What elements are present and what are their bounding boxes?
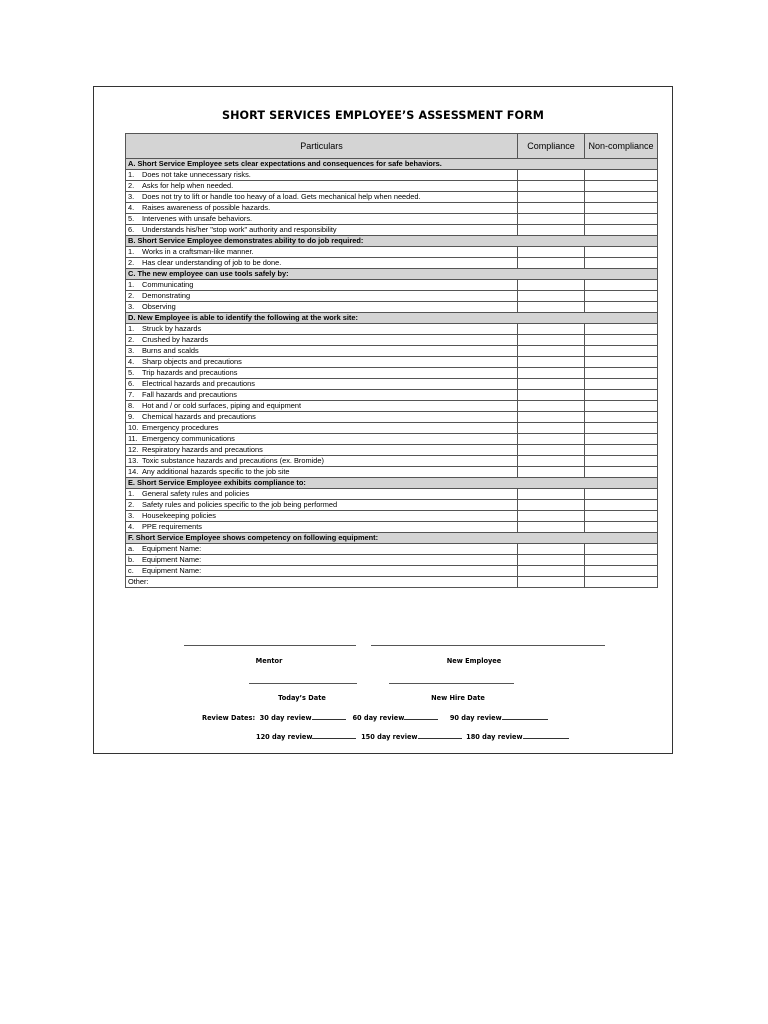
noncompliance-cell[interactable] [585, 280, 658, 291]
table-row [126, 214, 658, 225]
compliance-cell[interactable] [518, 302, 585, 313]
item-particular [126, 335, 518, 346]
item-particular [126, 522, 518, 533]
table-row [126, 324, 658, 335]
noncompliance-cell[interactable] [585, 379, 658, 390]
item-number: 1. [128, 324, 135, 333]
item-text: Observing [142, 302, 176, 311]
item-number: 14. [128, 467, 139, 476]
noncompliance-cell[interactable] [585, 203, 658, 214]
item-text: Burns and scalds [142, 346, 199, 355]
noncompliance-cell[interactable] [585, 522, 658, 533]
item-text: Chemical hazards and precautions [142, 412, 256, 421]
review-30-field[interactable] [312, 713, 346, 720]
noncompliance-cell[interactable] [585, 401, 658, 412]
item-particular [126, 566, 518, 577]
item-number: 3. [128, 511, 135, 520]
item-text: Toxic substance hazards and precautions (ex. Bromide) [142, 456, 324, 465]
item-number: 6. [128, 225, 135, 234]
form-title: SHORT SERVICES EMPLOYEE’S ASSESSMENT FORM [221, 109, 545, 122]
noncompliance-cell[interactable] [585, 225, 658, 236]
table-row [126, 258, 658, 269]
table-row [126, 357, 658, 368]
item-text: Equipment Name: [142, 555, 202, 564]
other-noncompliance-cell[interactable] [585, 577, 658, 588]
item-number: 1. [128, 170, 135, 179]
compliance-cell[interactable] [518, 566, 585, 577]
table-row [126, 379, 658, 390]
table-row [126, 181, 658, 192]
compliance-cell[interactable] [518, 335, 585, 346]
item-number: 5. [128, 368, 135, 377]
table-row [126, 225, 658, 236]
review-dates-row-2 [256, 732, 569, 741]
new-hire-date-label: New Hire Date [431, 694, 485, 702]
item-particular [126, 500, 518, 511]
review-180-label: 180 day review [466, 733, 523, 741]
review-150-label: 150 day review [361, 733, 418, 741]
table-row [126, 390, 658, 401]
item-particular [126, 555, 518, 566]
noncompliance-cell[interactable] [585, 467, 658, 478]
item-particular [126, 423, 518, 434]
item-particular [126, 511, 518, 522]
compliance-cell[interactable] [518, 445, 585, 456]
item-particular [126, 225, 518, 236]
item-number: 9. [128, 412, 135, 421]
section-row [126, 478, 658, 489]
table-row [126, 192, 658, 203]
noncompliance-cell[interactable] [585, 346, 658, 357]
item-number: 7. [128, 390, 135, 399]
item-number: 2. [128, 500, 135, 509]
compliance-cell[interactable] [518, 379, 585, 390]
review-120-field[interactable] [312, 732, 356, 739]
compliance-cell[interactable] [518, 192, 585, 203]
header-noncompliance [585, 134, 658, 159]
item-particular [126, 214, 518, 225]
table-row [126, 368, 658, 379]
section-row [126, 269, 658, 280]
noncompliance-cell[interactable] [585, 566, 658, 577]
section-row [126, 533, 658, 544]
item-text: Struck by hazards [142, 324, 202, 333]
item-number: c. [128, 566, 134, 575]
compliance-cell[interactable] [518, 291, 585, 302]
noncompliance-cell[interactable] [585, 511, 658, 522]
new-hire-date-line[interactable] [389, 683, 514, 684]
item-text: Raises awareness of possible hazards. [142, 203, 271, 212]
noncompliance-cell[interactable] [585, 357, 658, 368]
item-particular [126, 401, 518, 412]
section-row [126, 313, 658, 324]
table-row [126, 280, 658, 291]
item-number: 13. [128, 456, 139, 465]
section-heading: B. Short Service Employee demonstrates ability to do job required: [126, 236, 658, 247]
compliance-cell[interactable] [518, 544, 585, 555]
item-number: 12. [128, 445, 139, 454]
item-particular [126, 456, 518, 467]
noncompliance-cell[interactable] [585, 335, 658, 346]
item-number: 4. [128, 357, 135, 366]
compliance-cell[interactable] [518, 181, 585, 192]
item-number: 3. [128, 192, 135, 201]
item-particular [126, 170, 518, 181]
section-row [126, 159, 658, 170]
item-number: b. [128, 555, 135, 564]
compliance-cell[interactable] [518, 390, 585, 401]
compliance-cell[interactable] [518, 423, 585, 434]
item-number: 1. [128, 247, 135, 256]
review-dates-row-1 [202, 713, 548, 722]
item-particular [126, 357, 518, 368]
item-number: 1. [128, 280, 135, 289]
header-particulars: Particulars [126, 134, 518, 159]
review-180-field[interactable] [523, 732, 569, 739]
item-number: 1. [128, 489, 135, 498]
compliance-cell[interactable] [518, 500, 585, 511]
section-row [126, 236, 658, 247]
table-row [126, 511, 658, 522]
item-text: Equipment Name: [142, 566, 202, 575]
noncompliance-cell[interactable] [585, 368, 658, 379]
noncompliance-cell[interactable] [585, 390, 658, 401]
item-particular [126, 192, 518, 203]
compliance-cell[interactable] [518, 555, 585, 566]
compliance-cell[interactable] [518, 225, 585, 236]
section-heading: A. Short Service Employee sets clear expectations and consequences for safe behaviors. [126, 159, 658, 170]
item-number: 4. [128, 203, 135, 212]
compliance-cell[interactable] [518, 412, 585, 423]
compliance-cell[interactable] [518, 456, 585, 467]
item-number: 6. [128, 379, 135, 388]
noncompliance-cell[interactable] [585, 258, 658, 269]
noncompliance-cell[interactable] [585, 500, 658, 511]
noncompliance-cell[interactable] [585, 302, 658, 313]
compliance-cell[interactable] [518, 511, 585, 522]
noncompliance-cell[interactable] [585, 423, 658, 434]
item-text: Emergency procedures [142, 423, 219, 432]
review-60-field[interactable] [404, 713, 438, 720]
item-text: Safety rules and policies specific to the job being performed [142, 500, 338, 509]
table-row [126, 412, 658, 423]
item-number: 4. [128, 522, 135, 531]
review-90-field[interactable] [502, 713, 548, 720]
review-30-label: 30 day review [259, 714, 312, 722]
compliance-cell[interactable] [518, 203, 585, 214]
compliance-cell[interactable] [518, 434, 585, 445]
todays-date-line[interactable] [249, 683, 357, 684]
item-text: General safety rules and policies [142, 489, 250, 498]
noncompliance-cell[interactable] [585, 445, 658, 456]
other-row [126, 577, 658, 588]
item-text: Emergency communications [142, 434, 235, 443]
header-compliance: Compliance [518, 134, 585, 159]
table-header-row [126, 134, 658, 159]
section-heading: C. The new employee can use tools safely by: [126, 269, 658, 280]
item-number: 2. [128, 291, 135, 300]
item-particular [126, 280, 518, 291]
table-row [126, 434, 658, 445]
table-row [126, 500, 658, 511]
table-row [126, 423, 658, 434]
review-120-label: 120 day review [256, 733, 313, 741]
other-compliance-cell[interactable] [518, 577, 585, 588]
noncompliance-cell[interactable] [585, 181, 658, 192]
table-row [126, 401, 658, 412]
item-text: Communicating [142, 280, 194, 289]
table-row [126, 566, 658, 577]
item-text: Housekeeping policies [142, 511, 216, 520]
table-row [126, 203, 658, 214]
compliance-cell[interactable] [518, 324, 585, 335]
item-text: Intervenes with unsafe behaviors. [142, 214, 253, 223]
compliance-cell[interactable] [518, 170, 585, 181]
table-row [126, 302, 658, 313]
item-text: Asks for help when needed. [142, 181, 234, 190]
item-text: Trip hazards and precautions [142, 368, 238, 377]
compliance-cell[interactable] [518, 489, 585, 500]
item-particular [126, 258, 518, 269]
item-particular [126, 379, 518, 390]
table-row [126, 489, 658, 500]
table-row [126, 445, 658, 456]
table-row [126, 544, 658, 555]
item-particular [126, 181, 518, 192]
item-particular [126, 445, 518, 456]
item-number: 3. [128, 302, 135, 311]
noncompliance-cell[interactable] [585, 324, 658, 335]
item-text: Understands his/her "stop work" authority and responsibility [142, 225, 337, 234]
item-number: 11. [128, 434, 138, 443]
item-particular [126, 368, 518, 379]
compliance-cell[interactable] [518, 247, 585, 258]
item-particular [126, 467, 518, 478]
review-150-field[interactable] [418, 732, 462, 739]
item-particular [126, 291, 518, 302]
section-heading: F. Short Service Employee shows competency on following equipment: [126, 533, 658, 544]
table-row [126, 555, 658, 566]
compliance-cell[interactable] [518, 214, 585, 225]
noncompliance-cell[interactable] [585, 170, 658, 181]
compliance-cell[interactable] [518, 401, 585, 412]
item-number: 10. [128, 423, 139, 432]
table-row [126, 335, 658, 346]
table-body [126, 159, 658, 588]
item-text: Hot and / or cold surfaces, piping and equipment [142, 401, 301, 410]
assessment-form-page [93, 86, 673, 754]
item-text: Respiratory hazards and precautions [142, 445, 263, 454]
item-number: a. [128, 544, 135, 553]
item-text: Electrical hazards and precautions [142, 379, 255, 388]
item-number: 2. [128, 181, 135, 190]
item-particular [126, 489, 518, 500]
compliance-cell[interactable] [518, 346, 585, 357]
item-text: Has clear understanding of job to be done. [142, 258, 282, 267]
item-particular [126, 434, 518, 445]
assessment-table [125, 133, 658, 588]
table-row [126, 170, 658, 181]
table-row [126, 456, 658, 467]
table-row [126, 522, 658, 533]
noncompliance-cell[interactable] [585, 434, 658, 445]
item-text: Does not take unnecessary risks. [142, 170, 251, 179]
noncompliance-cell[interactable] [585, 456, 658, 467]
table-row [126, 291, 658, 302]
table-row [126, 247, 658, 258]
item-particular [126, 412, 518, 423]
item-text: Sharp objects and precautions [142, 357, 242, 366]
item-particular [126, 346, 518, 357]
item-text: Does not try to lift or handle too heavy of a load. Gets mechanical help when needed. [142, 192, 421, 201]
review-dates-label: Review Dates: [202, 714, 256, 722]
item-particular [126, 302, 518, 313]
item-text: PPE requirements [142, 522, 202, 531]
noncompliance-cell[interactable] [585, 412, 658, 423]
section-heading: E. Short Service Employee exhibits compliance to: [126, 478, 658, 489]
item-text: Any additional hazards specific to the job site [142, 467, 290, 476]
new-employee-label: New Employee [446, 657, 502, 665]
table-row [126, 346, 658, 357]
header-noncompliance-label: Non-compliance [588, 141, 654, 151]
item-number: 8. [128, 401, 135, 410]
item-particular [126, 544, 518, 555]
item-text: Demonstrating [142, 291, 191, 300]
compliance-cell[interactable] [518, 368, 585, 379]
item-particular [126, 324, 518, 335]
item-particular [126, 390, 518, 401]
item-number: 3. [128, 346, 135, 355]
compliance-cell[interactable] [518, 258, 585, 269]
todays-date-label: Today’s Date [278, 694, 326, 702]
compliance-cell[interactable] [518, 467, 585, 478]
item-text: Crushed by hazards [142, 335, 209, 344]
item-number: 5. [128, 214, 135, 223]
section-heading: D. New Employee is able to identify the following at the work site: [126, 313, 658, 324]
noncompliance-cell[interactable] [585, 247, 658, 258]
other-label: Other: [126, 577, 518, 588]
item-text: Fall hazards and precautions [142, 390, 237, 399]
review-60-label: 60 day review [352, 714, 405, 722]
noncompliance-cell[interactable] [585, 555, 658, 566]
table-row [126, 467, 658, 478]
item-particular [126, 203, 518, 214]
new-employee-signature-line[interactable] [371, 645, 605, 646]
mentor-label: Mentor [255, 657, 283, 665]
item-number: 2. [128, 258, 135, 267]
noncompliance-cell[interactable] [585, 192, 658, 203]
compliance-cell[interactable] [518, 357, 585, 368]
compliance-cell[interactable] [518, 280, 585, 291]
noncompliance-cell[interactable] [585, 544, 658, 555]
noncompliance-cell[interactable] [585, 214, 658, 225]
review-90-label: 90 day review [449, 714, 502, 722]
mentor-signature-line[interactable] [184, 645, 356, 646]
item-particular [126, 247, 518, 258]
compliance-cell[interactable] [518, 522, 585, 533]
noncompliance-cell[interactable] [585, 291, 658, 302]
item-number: 2. [128, 335, 135, 344]
item-text: Works in a craftsman-like manner. [142, 247, 254, 256]
item-text: Equipment Name: [142, 544, 202, 553]
noncompliance-cell[interactable] [585, 489, 658, 500]
